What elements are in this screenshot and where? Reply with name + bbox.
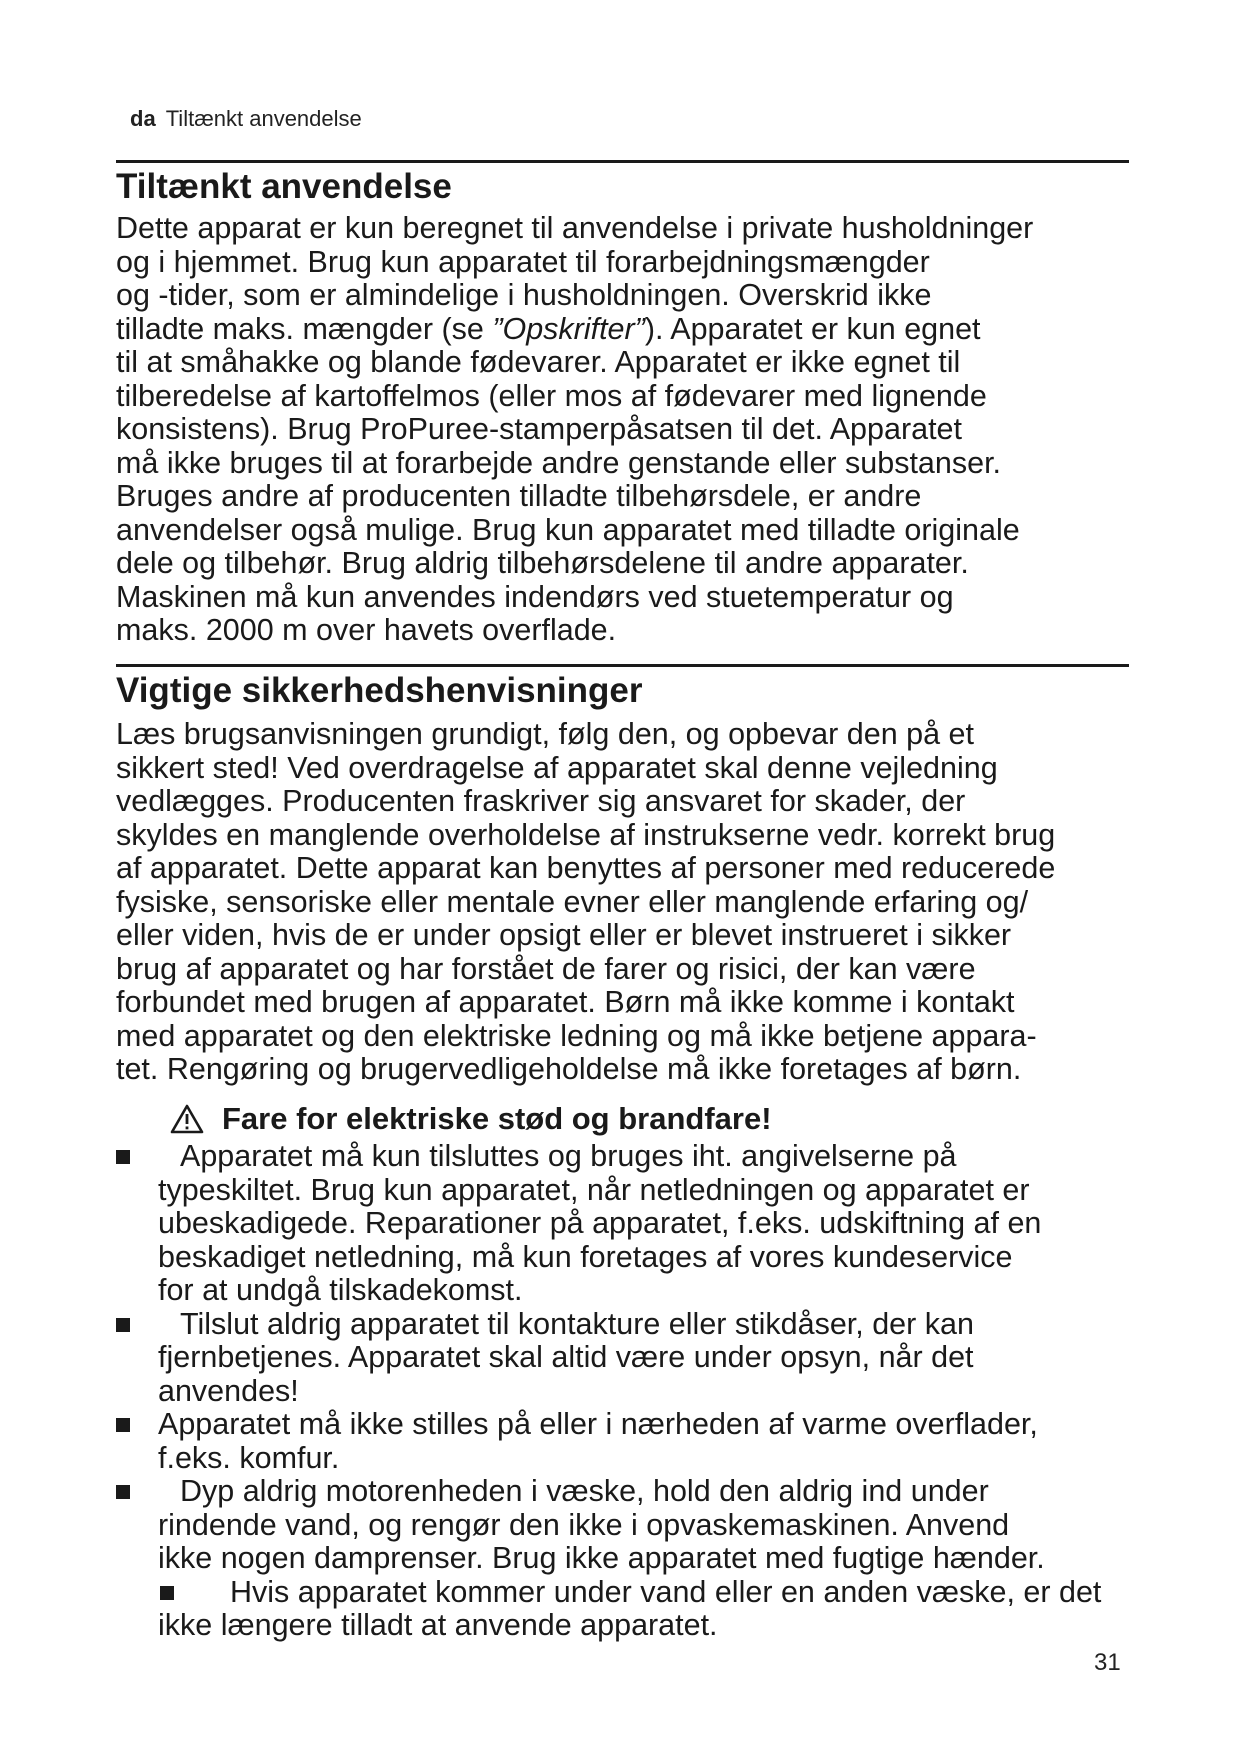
paragraph-line: tilberedelse af kartoffelmos (eller mos af fødevarer med lignende — [116, 378, 987, 413]
paragraph-line: tet. Rengøring og brugervedligeholdelse må ikke foretages af børn. — [116, 1052, 1022, 1086]
intended-use-paragraph — [116, 212, 1146, 648]
bullet-line: Hvis apparatet kommer under vand eller en anden væske, er det — [230, 1574, 1102, 1609]
safety-paragraph — [116, 718, 1146, 1087]
bullet-line: anvendes! — [158, 1373, 299, 1408]
list-item — [116, 1576, 1146, 1643]
bullet-marker — [116, 1418, 130, 1432]
list-item — [116, 1408, 1146, 1475]
bullet-marker — [160, 1586, 174, 1600]
bullet-line: Dyp aldrig motorenheden i væske, hold den aldrig ind under — [180, 1474, 989, 1508]
paragraph-line: eller viden, hvis de er under opsigt eller er blevet instrueret i sikker — [116, 918, 1012, 952]
paragraph-line: Læs brugsanvisningen grundigt, følg den, og opbevar den på et — [116, 717, 974, 751]
paragraph-line: med apparatet og den elektriske ledning og må ikke betjene appara- — [116, 1018, 1037, 1053]
paragraph-line: vedlægges. Producenten fraskriver sig ansvaret for skader, der — [116, 784, 966, 818]
paragraph-line — [116, 313, 1146, 347]
paragraph-line: og i hjemmet. Brug kun apparatet til forarbejdningsmængder — [116, 244, 930, 279]
bullet-marker — [116, 1485, 130, 1499]
paragraph-line: maks. 2000 m over havets overflade. — [116, 613, 617, 647]
paragraph-line: dele og tilbehør. Brug aldrig tilbehørsdelene til andre apparater. — [116, 546, 969, 580]
section-divider — [116, 664, 1129, 667]
paragraph-text: tilladte maks. mængder (se — [116, 311, 493, 346]
running-header-title: Tiltænkt anvendelse — [165, 106, 362, 131]
paragraph-line: fysiske, sensoriske eller mentale evner eller manglende erfaring og/ — [116, 884, 1029, 919]
warning-text: Fare for elektriske stød og brandfare! — [222, 1101, 772, 1136]
bullet-line: f.eks. komfur. — [158, 1440, 340, 1475]
paragraph-line: og -tider, som er almindelige i husholdningen. Overskrid ikke — [116, 278, 932, 312]
paragraph-line: af apparatet. Dette apparat kan benyttes af personer med reducerede — [116, 851, 1056, 885]
language-code: da — [130, 106, 156, 131]
paragraph-line: må ikke bruges til at forarbejde andre genstande eller substanser. — [116, 445, 1002, 480]
list-item — [116, 1475, 1146, 1576]
bullet-line: fjernbetjenes. Apparatet skal altid være under opsyn, når det — [158, 1340, 974, 1374]
bullet-marker — [116, 1150, 130, 1164]
section-title-intended-use: Tiltænkt anvendelse — [116, 167, 452, 206]
safety-bullet-list — [116, 1140, 1146, 1643]
paragraph-line: brug af apparatet og har forstået de farer og risici, der kan være — [116, 951, 976, 986]
bullet-line: Apparatet må ikke stilles på eller i nærheden af varme overflader, — [158, 1407, 1038, 1441]
warning-triangle-icon — [170, 1104, 204, 1134]
bullet-line: beskadiget netledning, må kun foretages af vores kundeservice — [158, 1239, 1013, 1274]
list-item — [116, 1140, 1146, 1308]
recipes-reference: ”Opskrifter” — [492, 311, 645, 346]
bullet-line: ikke længere tilladt at anvende apparatet. — [158, 1608, 718, 1642]
warning-heading — [170, 1100, 772, 1138]
paragraph-line: skyldes en manglende overholdelse af instrukserne vedr. korrekt brug — [116, 817, 1056, 852]
paragraph-text: ). Apparatet er kun egnet — [644, 311, 981, 346]
paragraph-line: Dette apparat er kun beregnet til anvendelse i private husholdninger — [116, 211, 1034, 245]
running-header — [130, 106, 362, 132]
section-title-safety: Vigtige sikkerhedshenvisninger — [116, 671, 643, 710]
paragraph-line: sikkert sted! Ved overdragelse af apparatet skal denne vejledning — [116, 750, 998, 785]
paragraph-line: forbundet med brugen af apparatet. Børn må ikke komme i kontakt — [116, 985, 1015, 1019]
bullet-marker — [116, 1318, 130, 1332]
paragraph-line: Bruges andre af producenten tilladte tilbehørsdele, er andre — [116, 479, 922, 513]
bullet-line: typeskiltet. Brug kun apparatet, når netledningen og apparatet er — [158, 1172, 1030, 1207]
bullet-line: ubeskadigede. Reparationer på apparatet, f.eks. udskiftning af en — [158, 1206, 1042, 1240]
bullet-line: Tilslut aldrig apparatet til kontakture eller stikdåser, der kan — [180, 1306, 974, 1341]
page-number: 31 — [1094, 1649, 1121, 1676]
paragraph-line: anvendelser også mulige. Brug kun apparatet med tilladte originale — [116, 512, 1020, 547]
bullet-line: ikke nogen damprenser. Brug ikke apparatet med fugtige hænder. — [158, 1541, 1045, 1575]
section-divider — [116, 160, 1129, 163]
bullet-line: for at undgå tilskadekomst. — [158, 1273, 523, 1307]
bullet-line: rindende vand, og rengør den ikke i opvaskemaskinen. Anvend — [158, 1507, 1010, 1542]
paragraph-line: til at småhakke og blande fødevarer. Apparatet er ikke egnet til — [116, 345, 961, 379]
bullet-line: Apparatet må kun tilsluttes og bruges iht. angivelserne på — [180, 1139, 957, 1173]
paragraph-line: Maskinen må kun anvendes indendørs ved stuetemperatur og — [116, 579, 954, 614]
paragraph-line: konsistens). Brug ProPuree-stamperpåsatsen til det. Apparatet — [116, 412, 962, 446]
list-item — [116, 1308, 1146, 1409]
